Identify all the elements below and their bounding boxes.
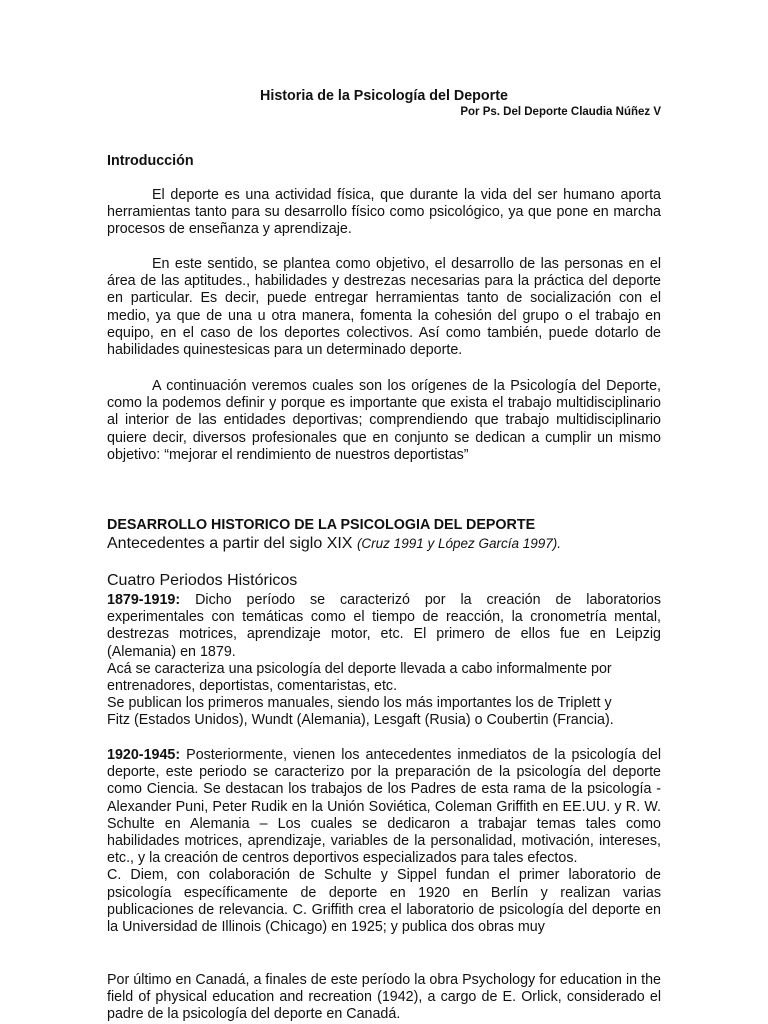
intro-heading: Introducción xyxy=(107,153,194,169)
document-title: Historia de la Psicología del Deporte xyxy=(260,88,508,104)
period-2-paragraph xyxy=(107,747,661,867)
period-1-text: Dicho período se caracterizó por la creación de laboratorios experimentales con temáticas como el tiempo de reacción, la cronometría mental, destrezas motrices, aprendizaje motor, etc. El primero de ellos fue en Leipzig (Alemania) en 1879. xyxy=(107,592,661,660)
period-2-label: 1920-1945: xyxy=(107,747,181,763)
period-2-block xyxy=(107,747,661,936)
periods-heading: Cuatro Periodos Históricos xyxy=(107,572,298,589)
period-2-text: Posteriormente, vienen los antecedentes inmediatos de la psicología del deporte, este periodo se caracterizo por la preparación de la psicología del deporte como Ciencia. Se destacan los trabajos de los Padres de esta rama de la psicología - Alexander Puni, Peter Rudik en la Unión Soviética, Coleman Griffith en EE.UU. y R. W. Schulte en Alemania – Los cuales se dedicaron a trabajar temas tales como habilidades motrices, aprendizaje, variables de la personalidad, motivación, intereses, etc., y la creación de centros deportivos especializados para tales efectos. xyxy=(107,747,661,867)
section-subheading xyxy=(107,535,661,552)
closing-paragraph: Por último en Canadá, a finales de este período la obra Psychology for education in the field of physical education and recreation (1942), a cargo de E. Orlick, considerado el padre de la psicología del deporte en Canadá. xyxy=(107,972,661,1023)
period-1-line-a: Acá se caracteriza una psicología del deporte llevada a cabo informalmente por xyxy=(107,660,612,677)
period-2-paragraph-2: C. Diem, con colaboración de Schulte y Sippel fundan el primer laboratorio de psicología específicamente de deporte en 1920 en Berlín y realizan varias publicaciones de relevancia. C. Griffith crea el laboratorio de psicología del deporte en la Universidad de Illinois (Chicago) en 1925; y publica dos obras muy xyxy=(107,867,661,936)
period-1-paragraph xyxy=(107,592,661,661)
intro-paragraph-3: A continuación veremos cuales son los orígenes de la Psicología del Deporte, como la podemos definir y porque es importante que exista el trabajo multidisciplinario al interior de las entidades deportivas; comprendiendo que trabajo multidisciplinario quiere decir, diversos profesionales que en conjunto se dedican a cumplir un mismo objetivo: “mejorar el rendimiento de nuestros deportistas” xyxy=(107,378,661,463)
period-1-line-d: Fitz (Estados Unidos), Wundt (Alemania), Lesgaft (Rusia) o Coubertin (Francia). xyxy=(107,712,614,729)
intro-paragraph-1: El deporte es una actividad física, que durante la vida del ser humano aporta herramientas tanto para su desarrollo físico como psicológico, ya que pone en marcha procesos de enseñanza y aprendizaje. xyxy=(107,187,661,238)
section-heading: DESARROLLO HISTORICO DE LA PSICOLOGIA DEL DEPORTE xyxy=(107,517,536,533)
intro-paragraph-2: En este sentido, se plantea como objetivo, el desarrollo de las personas en el área de las aptitudes., habilidades y destrezas necesarias para la práctica del deporte en particular. Es decir, puede entregar herramientas tanto de socialización con el medio, ya que de una u otra manera, fomenta la cohesión del grupo o el trabajo en equipo, en el caso de los deportes colectivos. Así como también, puede dotarlo de habilidades quinestesicas para un determinado deporte. xyxy=(107,256,661,359)
period-1-block xyxy=(107,592,661,730)
period-1-label: 1879-1919: xyxy=(107,592,181,608)
subheading-citation: (Cruz 1991 y López García 1997). xyxy=(356,536,562,551)
period-1-line-c: Se publican los primeros manuales, siendo los más importantes los de Triplett y xyxy=(107,695,612,712)
subheading-text: Antecedentes a partir del siglo XIX xyxy=(107,535,353,552)
period-1-line-b: entrenadores, deportistas, comentaristas, etc. xyxy=(107,678,398,695)
document-author: Por Ps. Del Deporte Claudia Núñez V xyxy=(460,106,661,118)
